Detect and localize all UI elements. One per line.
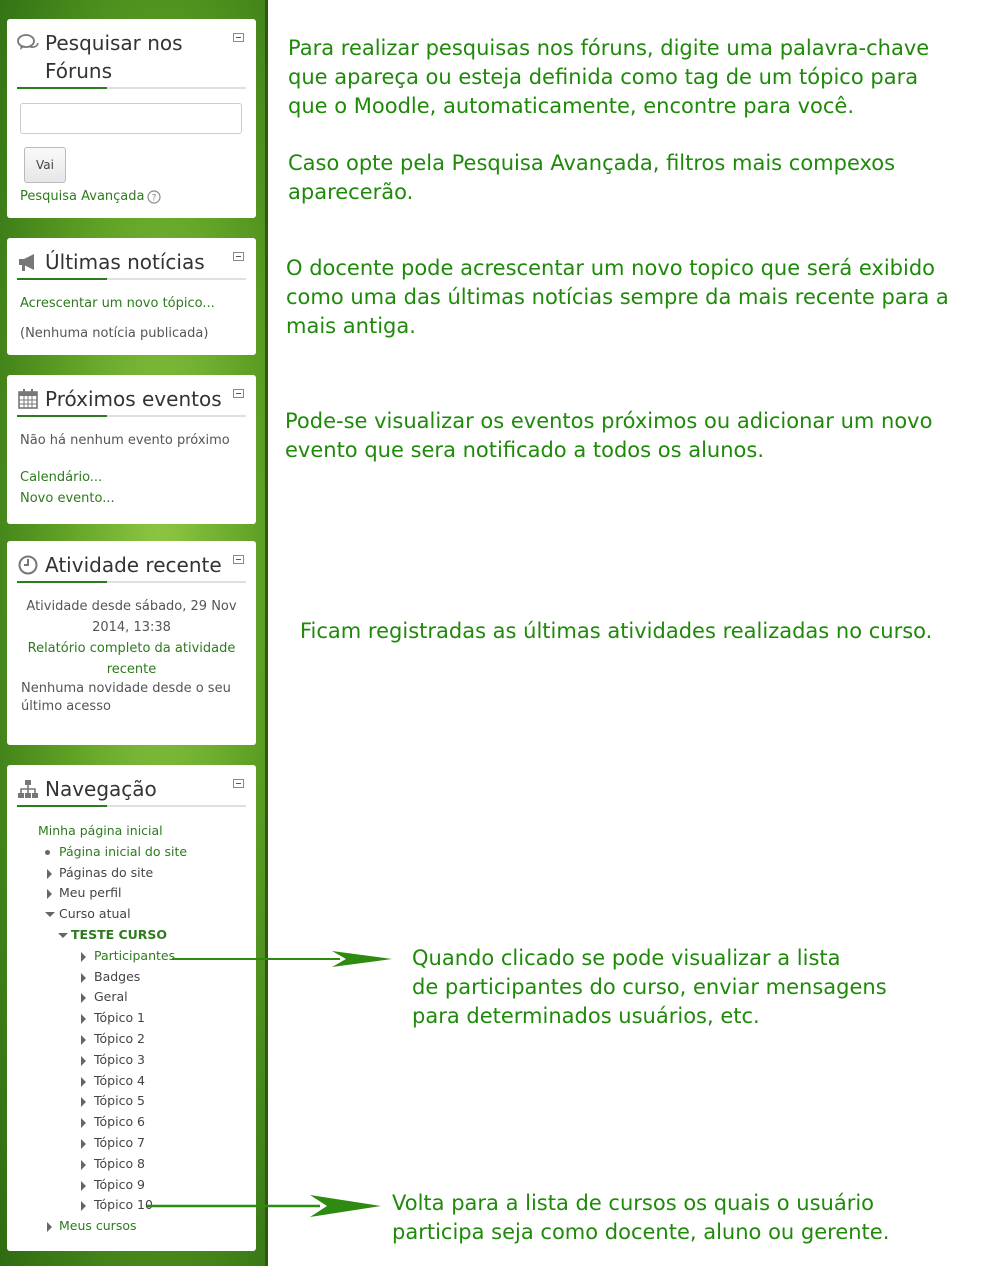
annotation-recent: [300, 617, 932, 646]
activity-since-line1: Atividade desde sábado, 29 Nov: [26, 599, 237, 614]
navigation-block: [7, 765, 256, 1251]
nav-item-label[interactable]: Participantes: [94, 947, 176, 963]
collapse-icon[interactable]: [233, 252, 244, 261]
clock-icon: [17, 554, 39, 576]
nav-item-label: Páginas do site: [59, 864, 154, 880]
no-news-text: (Nenhuma notícia publicada): [20, 326, 209, 341]
sitemap-icon: [17, 778, 39, 800]
block-header: [17, 385, 246, 417]
nav-item-label: Tópico 4: [94, 1072, 146, 1088]
nav-item-label: Tópico 6: [94, 1114, 146, 1130]
arrow-courses: [145, 1193, 385, 1219]
nav-item[interactable]: [17, 904, 246, 925]
megaphone-icon: [17, 251, 39, 273]
news-block-title: Últimas notícias: [45, 250, 205, 274]
nav-item-label: Tópico 8: [94, 1155, 146, 1171]
expanded-arrow-icon[interactable]: [58, 933, 68, 938]
search-input[interactable]: [20, 103, 242, 134]
nav-item[interactable]: [17, 1133, 246, 1154]
latest-news-block: [7, 238, 256, 355]
svg-text:?: ?: [152, 193, 157, 203]
annotation-advanced: [288, 149, 895, 207]
annotation-line: como uma das últimas notícias sempre da mais recente para a: [286, 285, 949, 309]
speech-bubbles-icon: [17, 32, 39, 54]
nav-item-label: Tópico 7: [94, 1134, 146, 1150]
annotation-line: Caso opte pela Pesquisa Avançada, filtros mais compexos: [288, 151, 896, 175]
annotation-participants: [412, 944, 887, 1031]
collapsed-arrow-icon[interactable]: [81, 1181, 86, 1191]
expanded-arrow-icon[interactable]: [45, 912, 55, 917]
nav-item[interactable]: [17, 1216, 246, 1237]
collapsed-arrow-icon[interactable]: [81, 1014, 86, 1024]
annotation-line: Pode-se visualizar os eventos próximos ou adicionar um novo: [285, 409, 933, 433]
block-title: [17, 385, 246, 413]
nav-item[interactable]: [17, 842, 246, 863]
collapsed-arrow-icon[interactable]: [81, 1139, 86, 1149]
block-title: [17, 551, 246, 579]
nav-item[interactable]: [17, 1008, 246, 1029]
header-underline: [17, 87, 246, 89]
no-news-since-line2: último acesso: [21, 699, 111, 714]
collapse-icon[interactable]: [233, 555, 244, 564]
recent-activity-block: [7, 541, 256, 745]
upcoming-events-block: [7, 375, 256, 524]
nav-item[interactable]: [17, 1091, 246, 1112]
recent-block-title: Atividade recente: [45, 553, 222, 577]
annotation-line: mais antiga.: [286, 314, 416, 338]
annotation-line: Quando clicado se pode visualizar a lista: [412, 946, 841, 970]
nav-item-label: Badges: [94, 968, 141, 984]
block-header: [17, 29, 246, 89]
no-news-since-text: [21, 680, 231, 716]
nav-item[interactable]: [17, 1071, 246, 1092]
nav-item-label: Tópico 1: [94, 1010, 146, 1026]
navigation-block-title: Navegação: [45, 777, 157, 801]
nav-item[interactable]: [17, 863, 246, 884]
sidebar-edge: [265, 0, 268, 1266]
block-title: [17, 775, 246, 803]
new-event-link[interactable]: Novo evento...: [20, 491, 115, 506]
nav-item-label: Curso atual: [59, 906, 131, 922]
annotation-line: aparecerão.: [288, 180, 414, 204]
arrow-participants: [170, 948, 395, 970]
collapsed-arrow-icon[interactable]: [47, 869, 52, 879]
nav-item-label: Tópico 9: [94, 1176, 146, 1192]
block-header: [17, 551, 246, 583]
calendar-icon: [17, 388, 39, 410]
annotation-line: evento que sera notificado a todos os alunos.: [285, 438, 765, 462]
collapsed-arrow-icon[interactable]: [81, 1160, 86, 1170]
nav-item-label: Tópico 10: [94, 1197, 153, 1213]
collapse-icon[interactable]: [233, 33, 244, 42]
header-underline: [17, 805, 246, 807]
nav-item[interactable]: [17, 821, 246, 842]
advanced-search-link[interactable]: Pesquisa Avançada: [20, 189, 145, 204]
nav-item[interactable]: [17, 925, 246, 946]
nav-item[interactable]: [17, 883, 246, 904]
annotation-news: [286, 254, 949, 341]
events-block-title: Próximos eventos: [45, 387, 222, 411]
nav-item-label[interactable]: Meus cursos: [59, 1218, 137, 1234]
nav-item[interactable]: [17, 1154, 246, 1175]
nav-item[interactable]: [17, 1029, 246, 1050]
nav-item-label[interactable]: Minha página inicial: [38, 823, 163, 838]
collapsed-arrow-icon[interactable]: [81, 993, 86, 1003]
collapsed-arrow-icon[interactable]: [81, 1077, 86, 1087]
block-header: [17, 248, 246, 280]
activity-since-line2: 2014, 13:38: [92, 620, 171, 635]
header-underline: [17, 415, 246, 417]
annotation-line: que o Moodle, automaticamente, encontre para você.: [288, 94, 854, 118]
collapsed-arrow-icon[interactable]: [81, 952, 86, 962]
annotation-line: de participantes do curso, enviar mensagens: [412, 975, 887, 999]
go-button[interactable]: Vai: [24, 147, 66, 183]
nav-item-label: Geral: [94, 989, 128, 1005]
annotation-courses: [392, 1189, 889, 1247]
collapsed-arrow-icon[interactable]: [81, 973, 86, 983]
collapsed-arrow-icon[interactable]: [81, 1097, 86, 1107]
annotation-line: Volta para a lista de cursos os quais o usuário: [392, 1191, 875, 1215]
annotation-line: Para realizar pesquisas nos fóruns, digite uma palavra-chave: [288, 36, 930, 60]
help-icon[interactable]: [147, 190, 161, 204]
block-title: [17, 29, 217, 85]
block-title: [17, 248, 246, 276]
header-underline: [17, 278, 246, 280]
annotation-line: Ficam registradas as últimas atividades realizadas no curso.: [300, 619, 933, 643]
collapsed-arrow-icon[interactable]: [47, 1222, 52, 1232]
annotation-line: O docente pode acrescentar um novo topico que será exibido: [286, 256, 936, 280]
full-report-link[interactable]: [7, 638, 256, 680]
no-news-since-line1: Nenhuma novidade desde o seu: [21, 681, 231, 696]
navigation-tree: [17, 821, 246, 1237]
calendar-link[interactable]: Calendário...: [20, 470, 103, 485]
advanced-search-row: [20, 189, 161, 204]
annotation-line: que apareça ou esteja definida como tag de um tópico para: [288, 65, 919, 89]
block-header: [17, 775, 246, 807]
nav-item-label[interactable]: Página inicial do site: [59, 843, 188, 859]
activity-since-text: [7, 596, 256, 638]
nav-item-label[interactable]: TESTE CURSO: [71, 926, 168, 942]
full-report-line2: recente: [106, 662, 157, 677]
nav-item-label: Tópico 5: [94, 1093, 146, 1109]
header-underline: [17, 581, 246, 583]
collapse-icon[interactable]: [233, 389, 244, 398]
search-block-title: Pesquisar nos Fóruns: [45, 31, 183, 83]
annotation-search: [288, 34, 929, 121]
collapsed-arrow-icon[interactable]: [81, 1201, 86, 1211]
collapsed-arrow-icon[interactable]: [81, 1118, 86, 1128]
full-report-line1: Relatório completo da atividade: [27, 641, 236, 656]
collapsed-arrow-icon[interactable]: [81, 1035, 86, 1045]
nav-item[interactable]: [17, 987, 246, 1008]
nav-item-label: Tópico 2: [94, 1030, 146, 1046]
nav-item[interactable]: [17, 1112, 246, 1133]
annotation-events: [285, 407, 932, 465]
collapsed-arrow-icon[interactable]: [47, 889, 52, 899]
collapse-icon[interactable]: [233, 779, 244, 788]
nav-item-label: Tópico 3: [94, 1051, 146, 1067]
nav-item[interactable]: [17, 1050, 246, 1071]
add-topic-link[interactable]: Acrescentar um novo tópico...: [20, 296, 215, 311]
nav-item-label: Meu perfil: [59, 885, 122, 901]
search-forums-block: [7, 19, 256, 218]
annotation-line: para determinados usuários, etc.: [412, 1004, 760, 1028]
annotation-line: participa seja como docente, aluno ou gerente.: [392, 1220, 890, 1244]
bullet-icon[interactable]: [45, 850, 50, 855]
collapsed-arrow-icon[interactable]: [81, 1056, 86, 1066]
no-events-text: Não há nenhum evento próximo: [20, 433, 230, 448]
